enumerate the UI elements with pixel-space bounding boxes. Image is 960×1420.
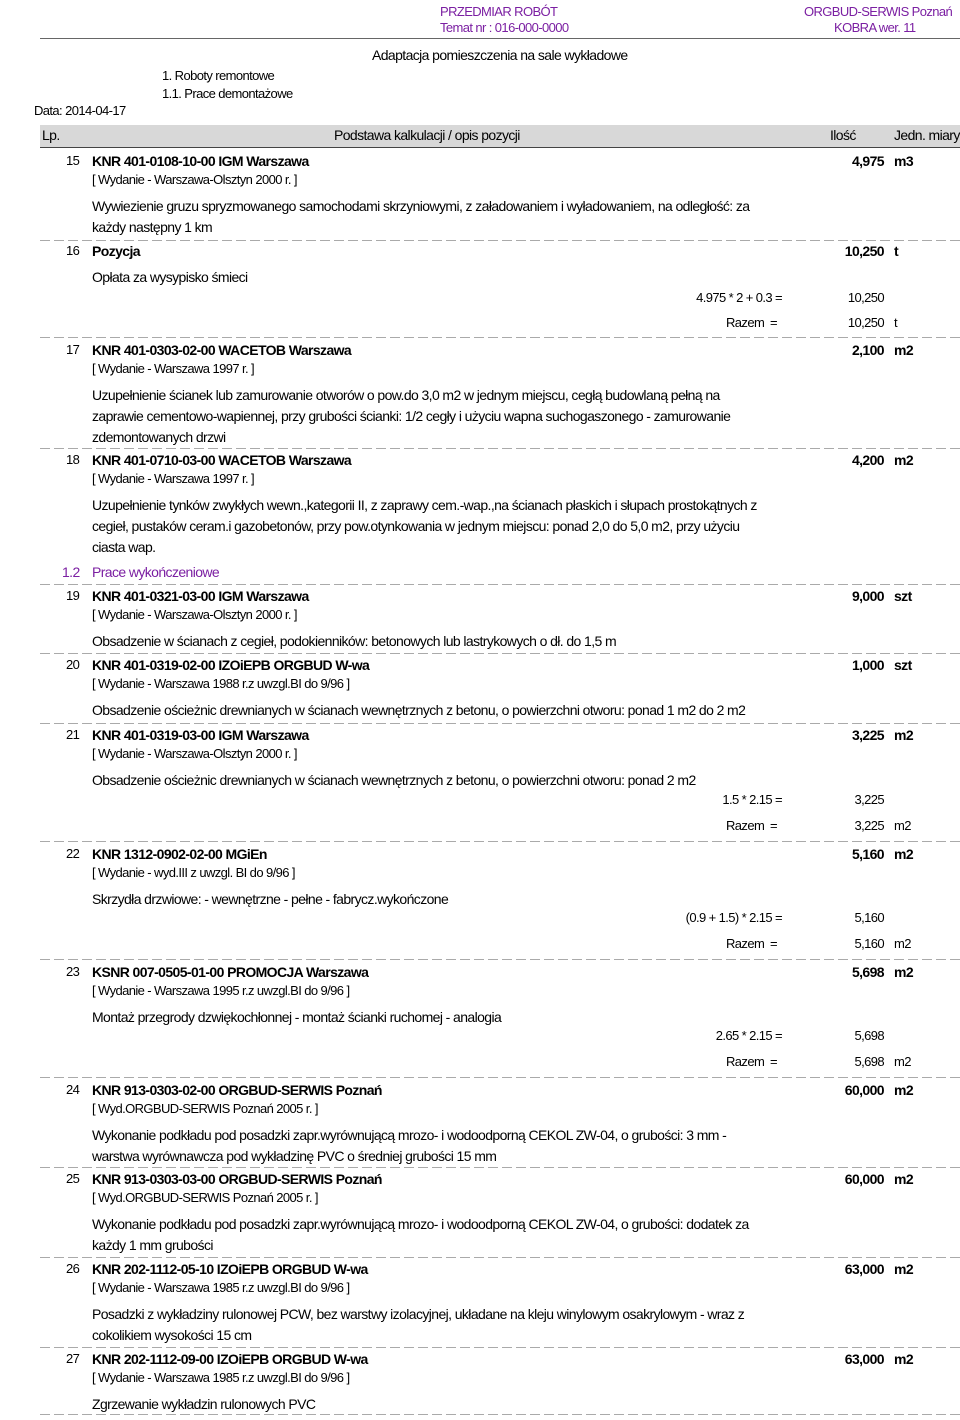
razem-unit: m2 [894, 818, 911, 833]
header-rule [40, 38, 960, 39]
item-edition: [ Wydanie - Warszawa 1997 r. ] [92, 361, 255, 376]
item-separator [40, 1167, 960, 1168]
item-separator [40, 1414, 960, 1415]
item-separator [40, 240, 960, 241]
item-edition: [ Wydanie - wyd.III z uwzgl. BI do 9/96 ] [92, 865, 295, 880]
item-code: KNR 401-0321-03-00 IGM Warszawa [92, 588, 309, 604]
item-qty: 4,975 [851, 153, 884, 169]
item-lp: 20 [66, 657, 80, 672]
item-description: Obsadzenie ościeżnic drewnianych w ścianach wewnętrznych z betonu, o powierzchni otworu: ponad 2 m2 [92, 772, 696, 788]
calc-value: 5,160 [854, 910, 884, 925]
item-separator [40, 1257, 960, 1258]
section-roboty-remontowe: 1. Roboty remontowe [162, 68, 275, 83]
document-type: PRZEDMIAR ROBÓT [440, 4, 558, 19]
calc-expression: (0.9 + 1.5) * 2.15 = [685, 910, 782, 925]
item-edition: [ Wydanie - Warszawa 1997 r. ] [92, 471, 255, 486]
item-unit: m2 [894, 964, 914, 980]
item-qty: 9,000 [851, 588, 884, 604]
item-description: Wykonanie podkładu pod posadzki zapr.wyrównującą mrozo- i wodoodporną CEKOL ZW-04, o grubości: dodatek za każdy 1 mm grubości [92, 1216, 749, 1253]
item-unit: m2 [894, 1082, 914, 1098]
item-lp: 25 [66, 1171, 80, 1186]
section-number: 1.2 [62, 564, 80, 580]
item-lp: 15 [66, 153, 80, 168]
calc-expression: 2.65 * 2.15 = [715, 1028, 782, 1043]
razem-label: Razem [726, 818, 765, 833]
item-qty: 63,000 [844, 1261, 884, 1277]
item-unit: szt [894, 657, 912, 673]
item-code: KNR 401-0710-03-00 WACETOB Warszawa [92, 452, 352, 468]
item-separator [40, 959, 960, 960]
item-qty: 3,225 [851, 727, 884, 743]
razem-equals: = [770, 1054, 777, 1069]
razem-value: 5,698 [854, 1054, 884, 1069]
column-basis: Podstawa kalkulacji / opis pozycji [334, 127, 520, 143]
item-separator [40, 584, 960, 585]
column-header-rule [40, 147, 960, 148]
calc-value: 3,225 [854, 792, 884, 807]
item-qty: 1,000 [851, 657, 884, 673]
item-lp: 18 [66, 452, 80, 467]
item-separator [40, 1347, 960, 1348]
item-edition: [ Wyd.ORGBUD-SERWIS Poznań 2005 r. ] [92, 1101, 318, 1116]
item-description: Zgrzewanie wykładzin rulonowych PVC [92, 1396, 316, 1412]
item-unit: m2 [894, 342, 914, 358]
item-qty: 60,000 [844, 1082, 884, 1098]
razem-value: 10,250 [847, 315, 884, 330]
item-description: Uzupełnienie tynków zwykłych wewn.,kategorii II, z zaprawy cem.-wap.,na ścianach płaskich i słupach prostokątnych z cegieł, pustaków ceram.i gazobetonów, przy pow.otynkowania w jednym miejscu: ponad 2,0 do 5,0 m2, przy użyciu ciasta wap. [92, 497, 757, 555]
item-qty: 5,160 [851, 846, 884, 862]
item-edition: [ Wyd.ORGBUD-SERWIS Poznań 2005 r. ] [92, 1190, 318, 1205]
project-title: Adaptacja pomieszczenia na sale wykładowe [372, 47, 628, 63]
calc-expression: 4.975 * 2 + 0.3 = [696, 290, 782, 305]
item-separator [40, 723, 960, 724]
item-unit: m2 [894, 846, 914, 862]
item-unit: m2 [894, 727, 914, 743]
item-lp: 23 [66, 964, 80, 979]
item-edition: [ Wydanie - Warszawa 1985 r.z uwzgl.BI do 9/96 ] [92, 1280, 350, 1295]
razem-label: Razem [726, 315, 765, 330]
item-separator [40, 841, 960, 842]
razem-equals: = [770, 936, 777, 951]
item-separator [40, 448, 960, 449]
firm-name: ORGBUD-SERWIS Poznań [804, 4, 953, 19]
razem-label: Razem [726, 936, 765, 951]
item-description: Skrzydła drzwiowe: - wewnętrzne - pełne - fabrycz.wykończone [92, 891, 449, 907]
software-version: KOBRA wer. 11 [834, 20, 916, 35]
item-lp: 27 [66, 1351, 80, 1366]
razem-value: 5,160 [854, 936, 884, 951]
item-description: Posadzki z wykładziny rulonowej PCW, bez warstwy izolacyjnej, układane na kleju winylowym osakrylowym - wraz z cokolikiem wysokości 15 cm [92, 1306, 745, 1343]
item-code: KNR 401-0319-03-00 IGM Warszawa [92, 727, 309, 743]
calc-value: 5,698 [854, 1028, 884, 1043]
item-lp: 21 [66, 727, 80, 742]
item-edition: [ Wydanie - Warszawa 1995 r.z uwzgl.BI do 9/96 ] [92, 983, 350, 998]
item-code: KNR 202-1112-09-00 IZOiEPB ORGBUD W-wa [92, 1351, 368, 1367]
item-description: Wywiezienie gruzu spryzmowanego samochodami skrzyniowymi, z załadowaniem i wyładowaniem, na odległość: za każdy następny 1 km [92, 198, 750, 235]
razem-unit: m2 [894, 936, 911, 951]
item-edition: [ Wydanie - Warszawa 1988 r.z uwzgl.BI do 9/96 ] [92, 676, 350, 691]
column-lp: Lp. [42, 127, 60, 143]
item-code: KNR 401-0108-10-00 IGM Warszawa [92, 153, 309, 169]
calc-expression: 1.5 * 2.15 = [722, 792, 782, 807]
temat-number: Temat nr : 016-000-0000 [440, 20, 569, 35]
item-edition: [ Wydanie - Warszawa-Olsztyn 2000 r. ] [92, 172, 297, 187]
column-unit: Jedn. miary [894, 127, 960, 143]
item-code: KNR 202-1112-05-10 IZOiEPB ORGBUD W-wa [92, 1261, 368, 1277]
item-lp: 16 [66, 243, 80, 258]
item-unit: m2 [894, 1261, 914, 1277]
item-lp: 26 [66, 1261, 80, 1276]
razem-equals: = [770, 315, 777, 330]
razem-label: Razem [726, 1054, 765, 1069]
item-unit: t [894, 243, 899, 259]
item-lp: 24 [66, 1082, 80, 1097]
item-description: Montaż przegrody dzwiękochłonnej - montaż ścianki ruchomej - analogia [92, 1009, 502, 1025]
document-date: Data: 2014-04-17 [34, 103, 126, 118]
item-code: KSNR 007-0505-01-00 PROMOCJA Warszawa [92, 964, 369, 980]
item-unit: m2 [894, 1171, 914, 1187]
item-description: Obsadzenie w ścianach z cegieł, podokienników: betonowych lub lastrykowych o dł. do 1,5 m [92, 633, 617, 649]
item-lp: 22 [66, 846, 80, 861]
item-description: Obsadzenie ościeżnic drewnianych w ścianach wewnętrznych z betonu, o powierzchni otworu: ponad 1 m2 do 2 m2 [92, 702, 746, 718]
item-lp: 17 [66, 342, 80, 357]
column-qty: Ilość [830, 127, 856, 143]
section-prace-demontazowe: 1.1. Prace demontażowe [162, 86, 293, 101]
item-code: KNR 1312-0902-02-00 MGiEn [92, 846, 267, 862]
razem-unit: m2 [894, 1054, 911, 1069]
item-unit: m2 [894, 1351, 914, 1367]
item-unit: szt [894, 588, 912, 604]
razem-equals: = [770, 818, 777, 833]
item-code: Pozycja [92, 243, 140, 259]
item-qty: 10,250 [844, 243, 884, 259]
item-separator [40, 653, 960, 654]
item-description: Uzupełnienie ścianek lub zamurowanie otworów o pow.do 3,0 m2 w jednym miejscu, cegłą budowlaną pełną na zaprawie cementowo-wapiennej, przy grubości ścianki: 1/2 cegły i użyciu wapna suchogaszonego - zamurowanie zdemontowanych drzwi [92, 387, 731, 445]
item-unit: m2 [894, 452, 914, 468]
item-edition: [ Wydanie - Warszawa-Olsztyn 2000 r. ] [92, 746, 297, 761]
item-code: KNR 913-0303-02-00 ORGBUD-SERWIS Poznań [92, 1082, 382, 1098]
calc-value: 10,250 [847, 290, 884, 305]
item-qty: 60,000 [844, 1171, 884, 1187]
item-lp: 19 [66, 588, 80, 603]
item-qty: 2,100 [851, 342, 884, 358]
razem-value: 3,225 [854, 818, 884, 833]
razem-unit: t [894, 315, 898, 330]
item-description: Opłata za wysypisko śmieci [92, 269, 248, 285]
item-code: KNR 401-0303-02-00 WACETOB Warszawa [92, 342, 352, 358]
item-unit: m3 [894, 153, 914, 169]
item-qty: 63,000 [844, 1351, 884, 1367]
item-separator [40, 1077, 960, 1078]
item-edition: [ Wydanie - Warszawa 1985 r.z uwzgl.BI do 9/96 ] [92, 1370, 350, 1385]
item-description: Wykonanie podkładu pod posadzki zapr.wyrównującą mrozo- i wodoodporną CEKOL ZW-04, o grubości: 3 mm - warstwa wyrównawcza pod wykładzinę PVC o średniej grubości 15 mm [92, 1127, 727, 1164]
item-code: KNR 913-0303-03-00 ORGBUD-SERWIS Poznań [92, 1171, 382, 1187]
item-code: KNR 401-0319-02-00 IZOiEPB ORGBUD W-wa [92, 657, 370, 673]
item-edition: [ Wydanie - Warszawa-Olsztyn 2000 r. ] [92, 607, 297, 622]
item-qty: 4,200 [851, 452, 884, 468]
item-separator [40, 337, 960, 338]
item-qty: 5,698 [851, 964, 884, 980]
column-header-bar [40, 125, 960, 147]
section-title: Prace wykończeniowe [92, 564, 220, 580]
